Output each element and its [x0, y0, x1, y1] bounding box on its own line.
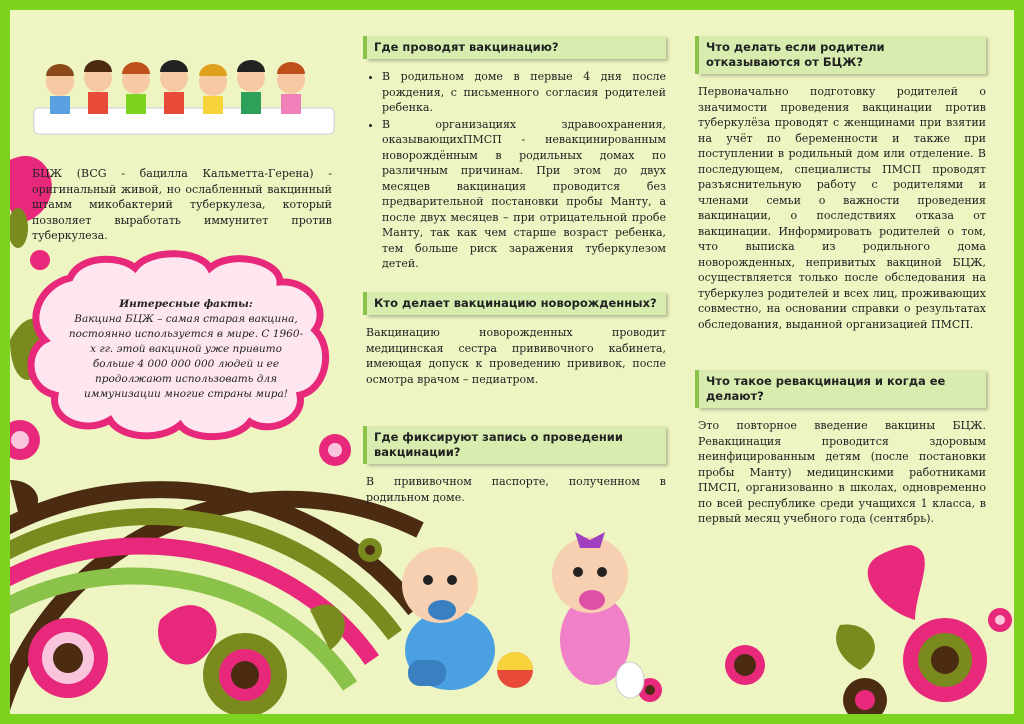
bcg-intro-text: БЦЖ (BCG - бацилла Кальметта-Герена) - оригинальный живой, но ослабленный вакцинный штамм микобактерий туберкулеза, который позволяет выработать иммунитет против туберкулеза.	[32, 167, 332, 242]
flower-icon	[988, 608, 1012, 632]
heading-who-vaccinates: Кто делает вакцинацию новорожденных?	[366, 292, 666, 315]
heading-parents-refuse: Что делать если родители отказываются от БЦЖ?	[698, 36, 986, 74]
flower-icon	[28, 618, 108, 698]
revaccination-text: Это повторное введение вакцины БЦЖ. Ревакцинация проводится здоровым неинфицированным детям (после постановки пробы Манту) медицинскими работниками ПМСП, организованно в школах, одновременно по всей республике среди учащихся 1 класса, в первый месяц учебного года (сентябрь).	[698, 419, 986, 525]
middle-section-2	[366, 292, 666, 387]
right-section-1	[698, 36, 986, 332]
flower-icon	[203, 633, 287, 714]
flower-icon	[843, 678, 887, 714]
children-illustration	[34, 60, 334, 134]
heading-revaccination: Что такое ревакцинация и когда ее делают?	[698, 370, 986, 408]
flower-icon	[319, 434, 351, 466]
flower-icon	[725, 645, 765, 685]
right-section-2	[698, 370, 986, 527]
heading-where-vaccinate: Где проводят вакцинацию?	[366, 36, 666, 59]
heading-where-recorded: Где фиксируют запись о проведении вакцинации?	[366, 426, 666, 464]
interesting-facts-box	[68, 297, 304, 402]
brochure-page	[10, 10, 1014, 714]
facts-text: Вакцина БЦЖ – самая старая вакцина, постоянно используется в мире. С 1960-х гг. этой вакциной уже привито больше 4 000 000 000 людей и ее продолжают использовать для иммунизации многие страны мира!	[68, 313, 304, 400]
where-vaccinate-list	[366, 69, 666, 272]
babies-illustration	[402, 532, 644, 698]
leaf-icon	[836, 624, 875, 670]
where-recorded-text: В прививочном паспорте, полученном в родильном доме.	[366, 475, 666, 504]
list-item: • В организациях здравоохранения, оказывающихПМСП - невакцинированным новорождённым в родильных домах по различным причинам. При этом до двух месяцев вакцинация проводится без предварительной постановки пробы Манту, а после двух месяцев – при отрицательной пробе Манту, так как чем старше возраст ребенка, тем больше риск заражения туберкулезом детей.	[382, 117, 666, 272]
list-item: • В родильном доме в первые 4 дня после рождения, с письменного согласия родителей ребенка.	[382, 69, 666, 116]
facts-title: Интересные факты:	[119, 298, 253, 310]
middle-section-3	[366, 426, 666, 505]
flower-icon	[358, 538, 382, 562]
leaf-icon	[868, 545, 925, 620]
who-vaccinates-text: Вакцинацию новорожденных проводит медицинская сестра прививочного кабинета, имеющая допуск к проведению прививок, после осмотра врачом – педиатром.	[366, 326, 666, 386]
middle-column	[366, 36, 666, 273]
flower-icon	[903, 618, 987, 702]
parents-refuse-text: Первоначально подготовку родителей о значимости проведения вакцинации против туберкулёза проводят с женщинами при взятии на учёт по беременности и также при поступлении в родильный дом или отделение. В последующем, специалисты ПМСП проводят разъяснительную работу с родителями и членами семьи о важности проведения вакцинации, о последствиях отказа от вакцинации. Информировать родителей о том, что выписка из родильного дома новорожденных, непривитых вакциной БЦЖ, осуществляется только после обследования на туберкулез родителей и всех лиц, проживающих совместно, на основании справки о результатах обследования, выданной организацией ПМСП.	[698, 85, 986, 331]
